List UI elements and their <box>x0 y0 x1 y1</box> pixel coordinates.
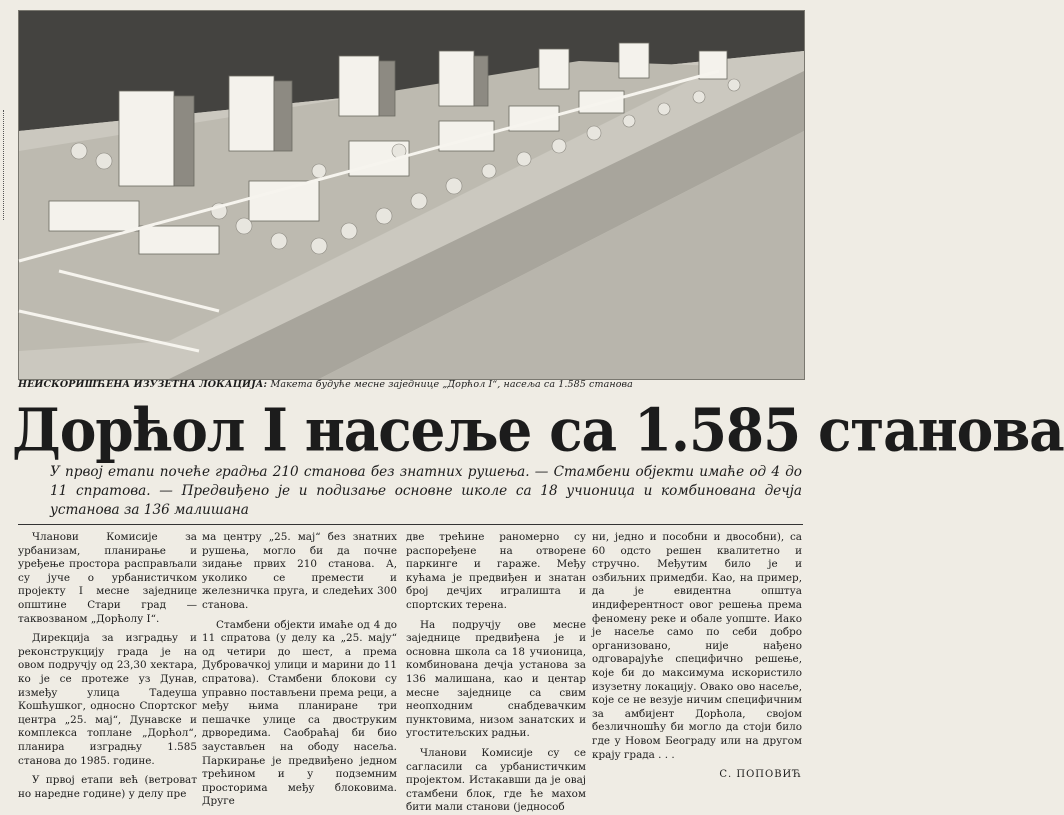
paragraph: Дирекција за изградњу и реконструкцију града је на овом подручју од 23,30 хектара, ко је се протеже уз Дунав, између улица Тадеуша Кошћушког, односно Спортског центра „25. мај“, Дунавске и комплекса топлане „Дорћол“, планира изградњу 1.585 станова до 1985. године. <box>18 632 197 767</box>
article-column-3 <box>406 531 586 814</box>
model-photo <box>18 10 805 380</box>
paragraph: Стамбени објекти имаће од 4 до 11 спратова (у делу ка „25. мају“ од четири до шест, а према Дубровачкој улици и марини до 11 спратова). Стамбени блокови су управно постављени према реци, а међу њима планиране три пешачке улице са двоструким дрворедима. Саобраћај би био заустављен на ободу насеља. Паркирање је предвиђено једном трећином и у подземним просторима међу блоковима. Друге <box>202 618 397 808</box>
paragraph: две трећине раномерно су распоређене на отворене паркинге и гараже. Међу кућама је предвиђен и знатан број дечјих игралишта и спортских терена. <box>406 531 586 611</box>
paragraph: Чланови Комисије за урбанизам, планирање и уређење простора расправљали су јуче о урбанистичком пројекту I месне заједнице општине Стари град — таквозваном „Дорћолу I“. <box>18 531 197 625</box>
paragraph: ни, једно и пособни и двособни), са 60 одсто решен квалитетно и стручно. Међутим било је и озбиљних примедби. Као, на пример, да је евидентна општуа индиферентност овог решења према феномену реке и обале уопште. Иако је насеље само по себи добро организовано, није нађено одговарајуће специфично решење, које би до максимума искористило изузетну локацију. Овако ово насеље, које се не везује ничим специфичним за амбијент Дорћола, својом безличношћу би могло да стоји било где у Новом Београду или на другом крају града . . . <box>592 531 802 761</box>
page-edge-marks <box>0 110 4 220</box>
photo-caption <box>18 379 803 390</box>
article-column-4 <box>592 531 802 781</box>
paragraph: ма центру „25. мај“ без знатних рушења, могло би да почне зидање првих 210 станова. А, уколико се премести и железничка пруга, и следећих 300 станова. <box>202 531 397 611</box>
article-column-2 <box>202 531 397 808</box>
divider <box>18 524 803 525</box>
model-photo-graphic <box>19 11 804 379</box>
paragraph: Чланови Комисије су се сагласили са урбанистичким пројектом. Истакавши да је овај стамбени блок, где ће махом бити мали станови (једнособ <box>406 746 586 814</box>
author-signature: С. ПОПОВИЋ <box>719 769 802 781</box>
headline: Дорћол I насеље са 1.585 станова <box>12 394 1064 465</box>
subheadline: У првој етапи почеће градња 210 станова без знатних рушења. — Стамбени објекти имаће од 4 до 11 спратова. — Предвиђено је и подизање основне школе са 18 учионица и комбинована дечја установа за 136 малишана <box>50 464 802 518</box>
caption-text: Макета будуће месне заједнице „Дорћол I“, насеља са 1.585 станова <box>270 379 633 390</box>
caption-lead: НЕИСКОРИШЋЕНА ИЗУЗЕТНА ЛОКАЦИЈА: <box>18 379 268 390</box>
paragraph: У првој етапи већ (ветроват но наредне године) у делу пре <box>18 774 197 800</box>
article-column-1 <box>18 531 197 800</box>
paragraph: На подручју ове месне заједнице предвиђена је и основна школа са 18 учионица, комбинована дечја установа за 136 малишана, као и центар месне заједнице са свим неопходним снабдевачким пунктовима, низом занатских и угоститељских радњи. <box>406 618 586 740</box>
